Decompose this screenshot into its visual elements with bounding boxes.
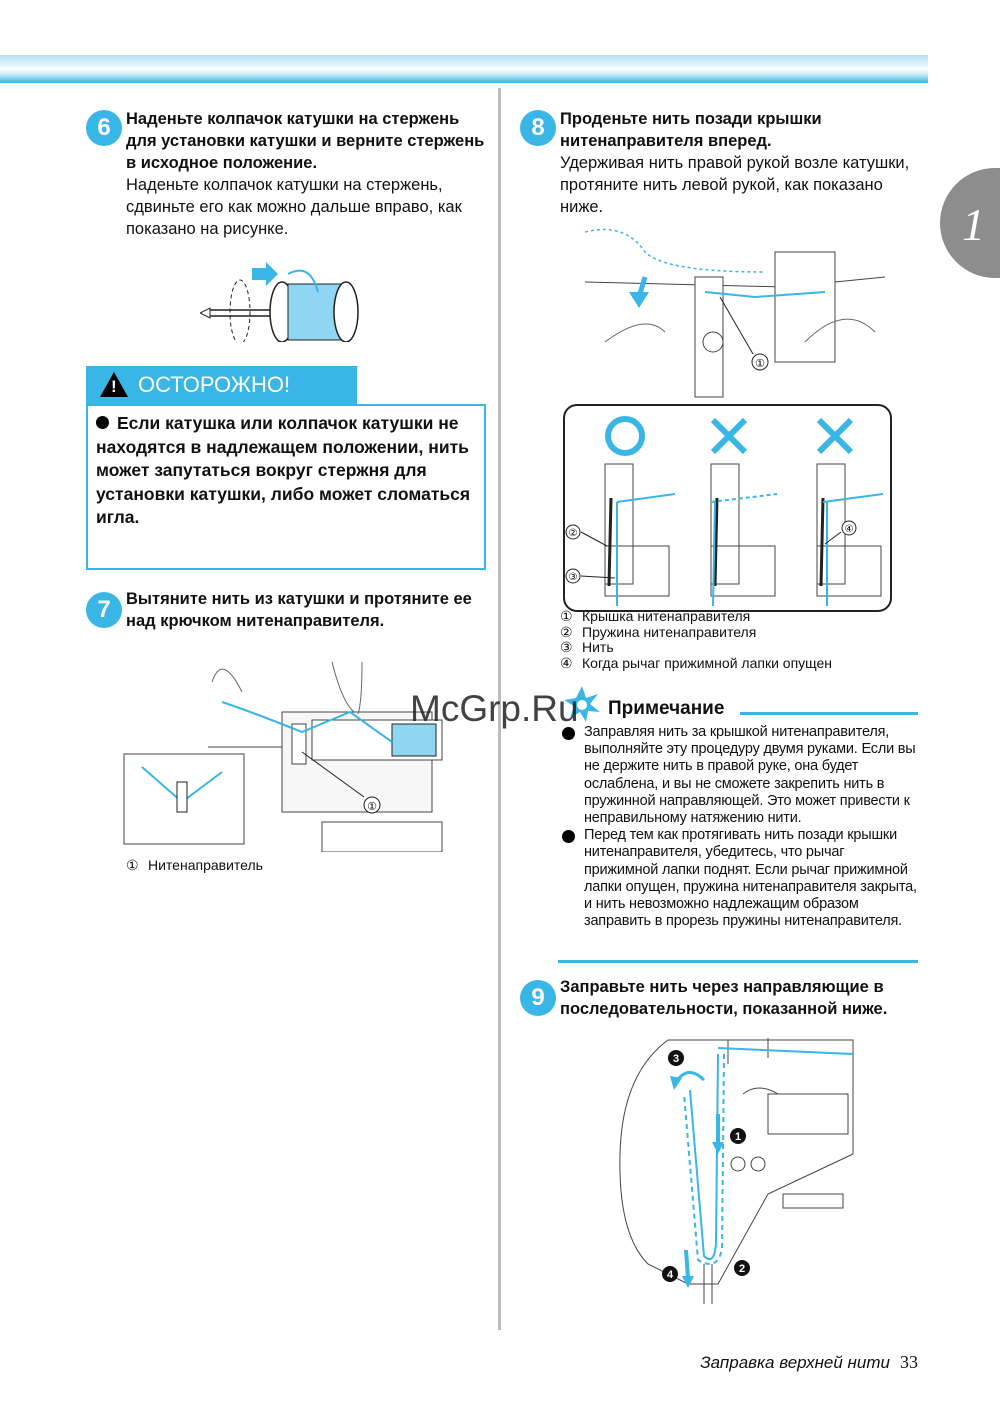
warning-title: ОСТОРОЖНО! bbox=[138, 372, 291, 397]
warning-text-content: Если катушка или колпачок катушки не находятся в надлежащем положении, нить может запутаться вокруг стержня для установки катушки, либо может сломаться игла. bbox=[96, 413, 471, 527]
page-number: 33 bbox=[900, 1352, 918, 1372]
step-8-illustration bbox=[585, 222, 885, 400]
step-8-number: 8 bbox=[520, 110, 556, 146]
bullet-icon bbox=[562, 830, 575, 843]
marker-4: 4 bbox=[666, 1269, 674, 1281]
step-8-title: Проденьте нить позади крышки нитенаправителя вперед. bbox=[560, 110, 822, 150]
step-7-title: Вытяните нить из катушки и протяните ее над крючком нитенаправителя. bbox=[126, 590, 472, 630]
note-item: Заправляя нить за крышкой нитенаправителя, выполняйте эту процедуру двумя руками. Если вы не держите нить в правой руке, она будет ослаблена, и вы не сможете закрепить нить в пружинной направляющей. Это может привести к неправильному натяжению нити. bbox=[562, 724, 922, 827]
legend-item: ① Крышка нитенаправителя bbox=[560, 608, 751, 624]
step-7-illustration bbox=[122, 652, 452, 852]
legend-item: ② Пружина нитенаправителя bbox=[560, 623, 757, 640]
page-footer bbox=[700, 1352, 918, 1373]
step-7-legend bbox=[126, 858, 263, 874]
note-item: Перед тем как протягивать нить позади крышки нитенаправителя, убедитесь, что рычаг прижимной лапки поднят. Если рычаг прижимной лапки опущен, пружина нитенаправителя закрыта, и нить невозможно надлежащим образом заправить в прорезь пружины нитенаправителя. bbox=[562, 827, 922, 930]
step-8-callout-1: ① bbox=[755, 358, 765, 370]
marker-3: 3 bbox=[672, 1053, 680, 1065]
note-title: Примечание bbox=[608, 698, 725, 719]
legend-item: ③ Нить bbox=[560, 639, 614, 655]
spool-cap-illustration bbox=[200, 262, 370, 342]
step-8-legend bbox=[560, 609, 832, 671]
marker-1: 1 bbox=[734, 1131, 742, 1143]
note-rule bbox=[740, 712, 918, 715]
step-9-number: 9 bbox=[520, 980, 556, 1016]
step-6-body: Наденьте колпачок катушки на стержень, сдвиньте его как можно дальше вправо, как показано на рисунке. bbox=[126, 176, 462, 238]
step-8 bbox=[560, 108, 920, 218]
watermark: McGrp.Ru bbox=[410, 688, 579, 729]
marker-2: 2 bbox=[738, 1263, 746, 1275]
step-9-title: Заправьте нить через направляющие в последовательности, показанной ниже. bbox=[560, 978, 888, 1018]
wrong-icon bbox=[819, 420, 851, 452]
warning-text bbox=[96, 412, 476, 530]
step-8-body: Удерживая нить правой рукой возле катушки, протяните нить левой рукой, как показано ниже. bbox=[560, 154, 910, 216]
step-6-number: 6 bbox=[86, 110, 122, 146]
comparison-callout-4: ④ bbox=[844, 524, 854, 535]
note-text bbox=[562, 724, 922, 930]
footer-title: Заправка верхней нити bbox=[700, 1353, 890, 1372]
legend-item: ④ Когда рычаг прижимной лапки опущен bbox=[560, 654, 833, 671]
header-band bbox=[0, 55, 928, 83]
warning-header bbox=[86, 366, 358, 404]
comparison-callout-2: ② bbox=[568, 528, 578, 539]
wrong-icon bbox=[713, 420, 745, 452]
step-7-number: 7 bbox=[86, 592, 122, 628]
comparison-panel bbox=[563, 404, 892, 612]
step-9-illustration bbox=[608, 1034, 858, 1304]
step-6-title: Наденьте колпачок катушки на стержень для установки катушки и верните стержень в исходное положение. bbox=[126, 110, 485, 172]
comparison-callout-3: ③ bbox=[568, 572, 578, 583]
step-7-callout: ① bbox=[367, 801, 377, 813]
comparison-illustration bbox=[565, 406, 890, 610]
bullet-icon bbox=[96, 416, 109, 429]
warning-header-corner bbox=[357, 366, 377, 404]
note-end-rule bbox=[558, 960, 918, 963]
warning-icon: ! bbox=[100, 372, 128, 397]
legend-item: ① Нитенаправитель bbox=[126, 857, 263, 873]
chapter-tab: 1 bbox=[940, 168, 1000, 278]
correct-icon bbox=[608, 419, 642, 453]
step-6 bbox=[126, 108, 486, 240]
